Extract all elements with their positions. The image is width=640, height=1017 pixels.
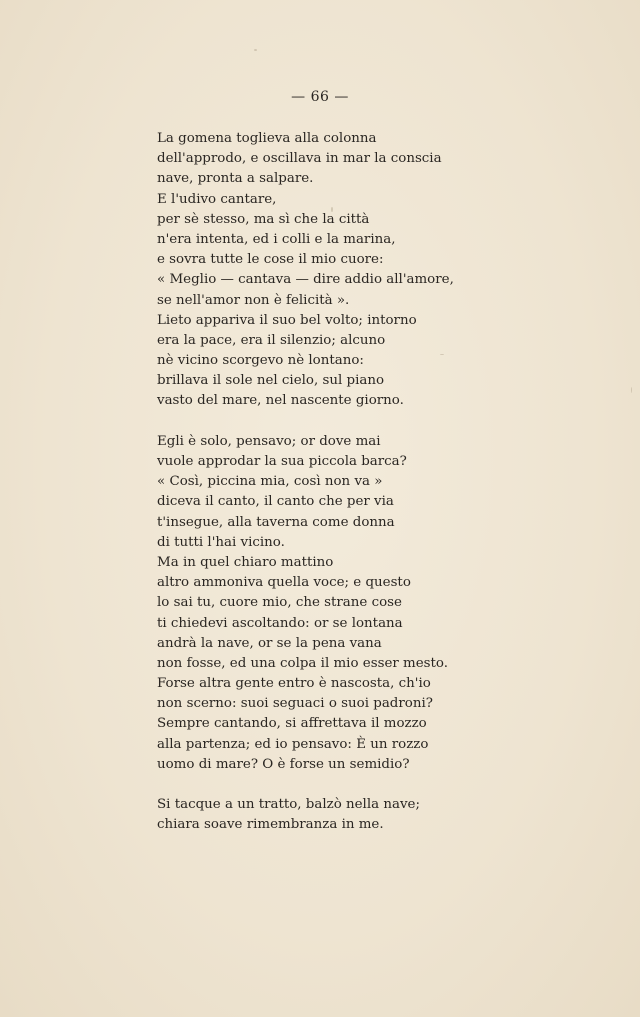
poem-line: « Così, piccina mia, così non va » <box>157 474 383 490</box>
stanza-2 <box>157 432 487 775</box>
poem-line: Forse altra gente entro è nascosta, ch'io <box>157 676 431 692</box>
poem-line: lo sai tu, cuore mio, che strane cose <box>157 595 402 611</box>
poem-line: ti chiedevi ascoltando: or se lontana <box>157 615 403 631</box>
page-number: — 66 — <box>291 89 349 105</box>
poem-line: t'insegue, alla taverna come donna <box>157 514 395 530</box>
poem-line: nè vicino scorgevo nè lontano: <box>157 353 364 369</box>
poem-line: non fosse, ed una colpa il mio esser mesto. <box>157 655 448 671</box>
poem-line: La gomena toglieva alla colonna <box>157 131 377 146</box>
stanza-3 <box>157 795 487 835</box>
poem-line: alla partenza; ed io pensavo: È un rozzo <box>157 736 429 752</box>
poem-line: nave, pronta a salpare. <box>157 171 314 187</box>
poem-line: andrà la nave, or se la pena vana <box>157 635 382 651</box>
poem-line: era la pace, era il silenzio; alcuno <box>157 332 386 348</box>
poem-line: diceva il canto, il canto che per via <box>157 494 394 510</box>
poem-line: di tutti l'hai vicino. <box>157 534 285 550</box>
poem-line: Lieto appariva il suo bel volto; intorno <box>157 312 417 328</box>
poem-line: brillava il sole nel cielo, sul piano <box>157 373 385 389</box>
poem-line: e sovra tutte le cose il mio cuore: <box>157 252 384 268</box>
poem-line: vuole approdar la sua piccola barca? <box>157 454 407 469</box>
poem-line: per sè stesso, ma sì che la città <box>157 211 370 227</box>
poem-line: « Meglio — cantava — dire addio all'amore, <box>157 272 454 288</box>
poem-line: uomo di mare? O è forse un semidio? <box>157 756 410 772</box>
poem-line: chiara soave rimembranza in me. <box>157 817 384 833</box>
paper-speck <box>254 49 257 51</box>
poem-line: Ma in quel chiaro mattino <box>157 554 334 570</box>
poem-line: Sempre cantando, si affrettava il mozzo <box>157 716 427 732</box>
stanza-1 <box>157 129 487 412</box>
poem-line: vasto del mare, nel nascente giorno. <box>157 393 404 409</box>
poem-line: n'era intenta, ed i colli e la marina, <box>157 231 396 247</box>
poem-line: non scerno: suoi seguaci o suoi padroni? <box>157 696 433 712</box>
poem-line: se nell'amor non è felicità ». <box>157 292 350 308</box>
poem-line: altro ammoniva quella voce; e questo <box>157 575 411 591</box>
poem-text <box>157 129 487 836</box>
poem-line: dell'approdo, e oscillava in mar la conscia <box>157 151 442 167</box>
poem-line: Egli è solo, pensavo; or dove mai <box>157 433 381 449</box>
paper-speck <box>631 387 632 393</box>
poem-line: E l'udivo cantare, <box>157 191 277 207</box>
poem-line: Si tacque a un tratto, balzò nella nave; <box>157 797 420 813</box>
